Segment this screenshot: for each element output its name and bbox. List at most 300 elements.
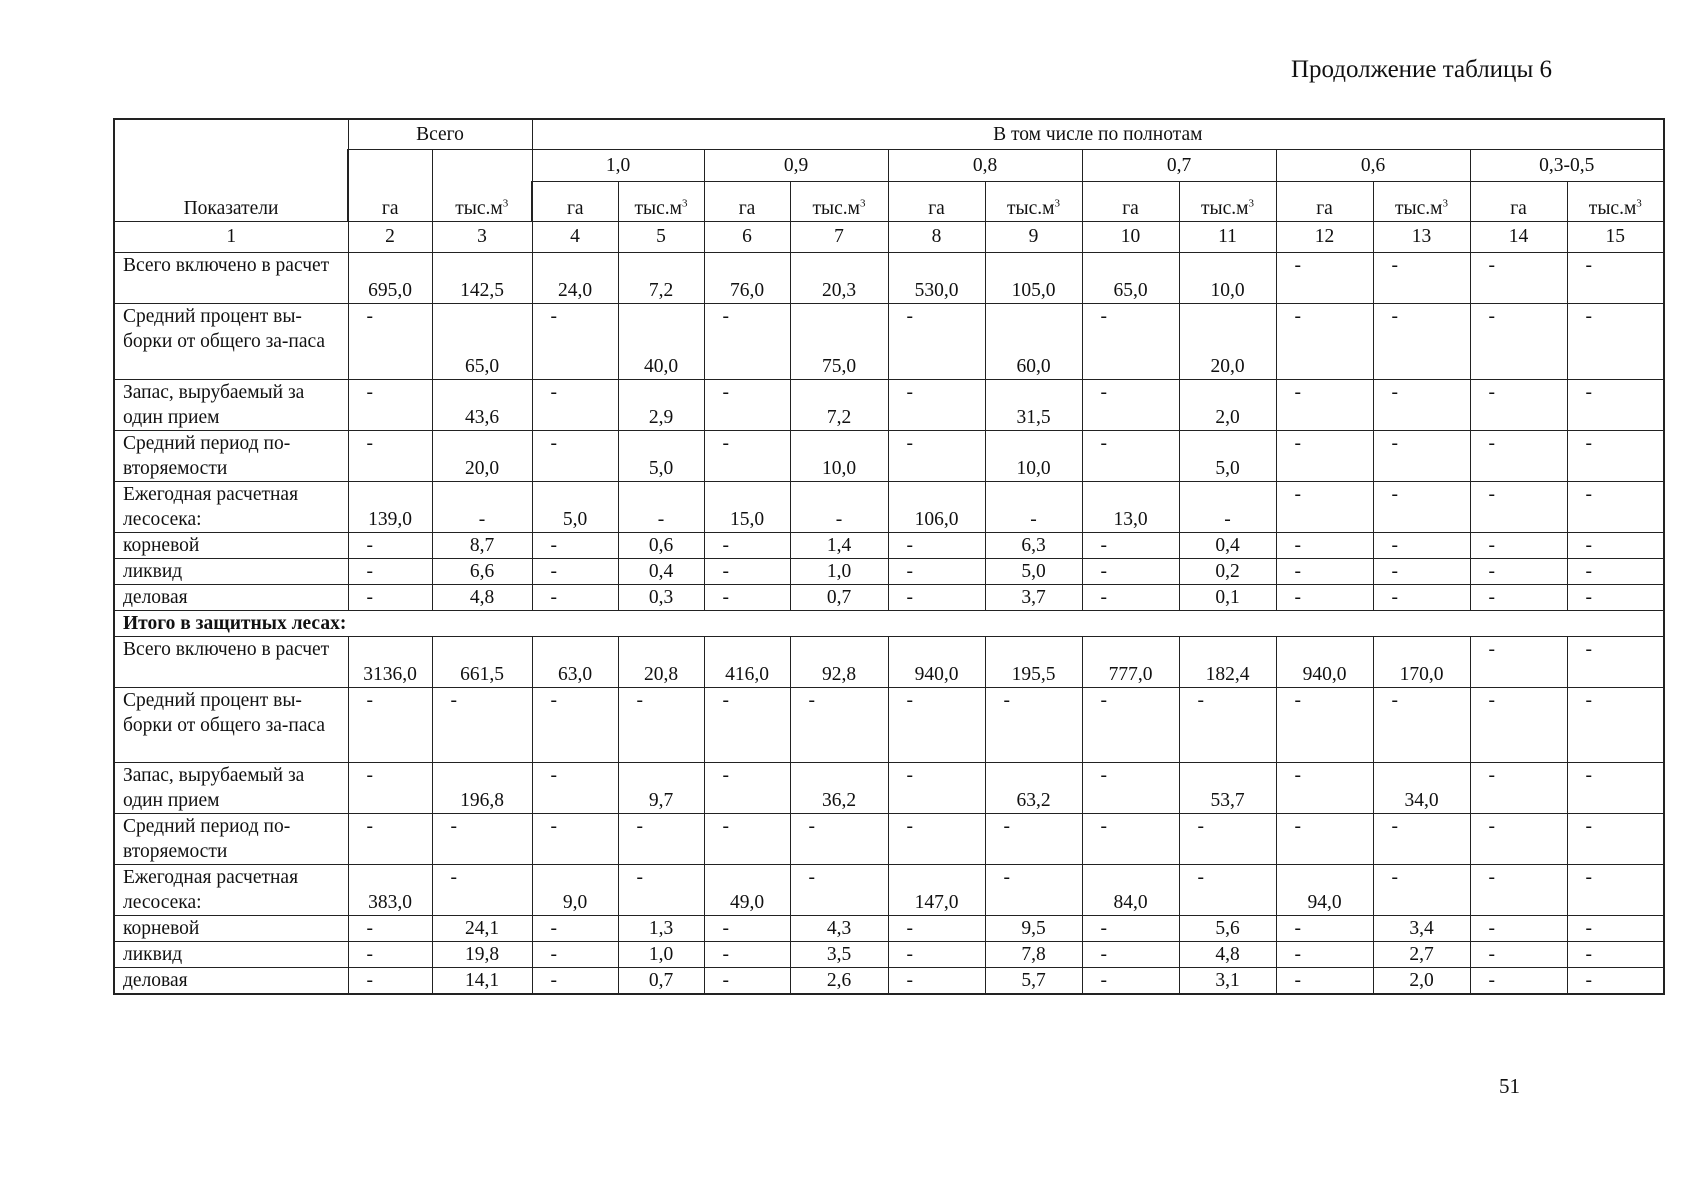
cell-value: 5,7	[1021, 969, 1046, 991]
table-cell	[790, 303, 888, 379]
table-cell	[790, 687, 888, 762]
cell-value: 31,5	[1016, 406, 1051, 428]
cell-value: -	[1488, 534, 1496, 556]
table-cell	[1276, 303, 1373, 379]
cell-value: -	[636, 866, 644, 888]
table-cell	[985, 762, 1082, 813]
table-cell	[432, 252, 532, 303]
cell-value: -	[722, 815, 730, 837]
cell-value: -	[550, 560, 558, 582]
cell-value: -	[1100, 943, 1108, 965]
column-number: 15	[1567, 221, 1664, 252]
table-cell	[1373, 532, 1470, 558]
cell-value: -	[906, 432, 914, 454]
cell-value: -	[1294, 381, 1302, 403]
cell-value: 1,3	[648, 917, 674, 939]
cell-value: -	[1100, 689, 1108, 711]
cell-value: 416,0	[725, 663, 769, 685]
cell-value: -	[1100, 586, 1108, 608]
cell-value: 7,2	[648, 279, 674, 301]
table-cell	[1179, 762, 1276, 813]
row-label: корневой	[114, 532, 348, 558]
table-cell	[1567, 762, 1664, 813]
table-cell	[985, 636, 1082, 687]
table-cell	[1082, 941, 1179, 967]
table-cell	[1567, 636, 1664, 687]
cell-value: -	[450, 689, 457, 711]
table-cell	[1276, 762, 1373, 813]
table-cell	[532, 584, 618, 610]
table-cell	[888, 687, 985, 762]
table-cell	[1567, 813, 1664, 864]
table-cell	[1470, 379, 1567, 430]
cell-value: -	[366, 969, 373, 991]
cell-value: -	[1003, 815, 1011, 837]
cell-value: -	[1488, 305, 1496, 327]
cell-value: -	[1100, 764, 1108, 786]
cell-value: -	[1488, 764, 1496, 786]
cell-value: 940,0	[914, 663, 959, 685]
cell-value: -	[1488, 943, 1496, 965]
table-cell	[1567, 687, 1664, 762]
cell-value: -	[1294, 560, 1302, 582]
table-cell	[790, 584, 888, 610]
table-row	[114, 481, 1664, 532]
cell-value: -	[1488, 483, 1496, 505]
cell-value: 142,5	[460, 279, 504, 301]
cell-value: 20,0	[464, 457, 500, 479]
header-unit-volume: $тыс.м^3$	[985, 181, 1082, 221]
cell-value: 170,0	[1399, 663, 1444, 685]
cell-value: 0,4	[1215, 534, 1240, 556]
table-cell	[1082, 430, 1179, 481]
header-density-0-9: 0,9	[704, 149, 888, 181]
cell-value: -	[1100, 305, 1108, 327]
column-number: 13	[1373, 221, 1470, 252]
header-density-1-0: 1,0	[532, 149, 704, 181]
table-cell	[704, 941, 790, 967]
cell-value: -	[657, 508, 665, 530]
cell-value: -	[1100, 815, 1108, 837]
table-cell	[1082, 915, 1179, 941]
row-label: Всего включено в расчет	[114, 252, 348, 303]
cell-value: -	[1585, 866, 1593, 888]
cell-value: -	[808, 866, 816, 888]
table-cell	[532, 915, 618, 941]
table-cell	[888, 430, 985, 481]
cell-value: 5,0	[1021, 560, 1046, 582]
cell-value: 0,2	[1215, 560, 1240, 582]
table-cell	[1082, 762, 1179, 813]
cell-value: 105,0	[1011, 279, 1056, 301]
header-density-0-8: 0,8	[888, 149, 1082, 181]
table-cell	[1179, 430, 1276, 481]
table-cell	[1276, 687, 1373, 762]
header-total-volume: $тыс.м^3$	[432, 149, 532, 221]
table-cell	[1470, 481, 1567, 532]
cell-value: -	[722, 432, 730, 454]
table-cell	[618, 813, 704, 864]
table-cell	[1082, 558, 1179, 584]
table-cell	[1373, 558, 1470, 584]
table-cell	[790, 915, 888, 941]
cell-value: -	[1294, 943, 1302, 965]
table-row	[114, 687, 1664, 762]
cell-value: 7,8	[1021, 943, 1046, 965]
table-cell	[790, 762, 888, 813]
cell-value: 10,0	[821, 457, 857, 479]
cell-value: -	[906, 305, 914, 327]
header-density-0-7: 0,7	[1082, 149, 1276, 181]
table-cell	[985, 430, 1082, 481]
row-label: деловая	[114, 584, 348, 610]
cell-value: 0,7	[648, 969, 674, 991]
table-cell	[1179, 813, 1276, 864]
cell-value: -	[366, 586, 373, 608]
cell-value: 182,4	[1205, 663, 1250, 685]
table-cell	[704, 762, 790, 813]
table-cell	[432, 303, 532, 379]
cell-value: 106,0	[914, 508, 959, 530]
cell-value: 63,2	[1016, 789, 1051, 811]
cell-value: 1,0	[826, 560, 852, 582]
cell-value: -	[1585, 560, 1593, 582]
table-cell	[532, 762, 618, 813]
table-cell	[432, 762, 532, 813]
table-cell	[1082, 379, 1179, 430]
cell-value: -	[1585, 638, 1593, 660]
table-cell	[618, 915, 704, 941]
table-cell	[985, 864, 1082, 915]
table-row	[114, 813, 1664, 864]
table-cell	[618, 303, 704, 379]
table-cell	[985, 915, 1082, 941]
cell-value: -	[1585, 483, 1593, 505]
table-cell	[790, 636, 888, 687]
table-cell	[790, 532, 888, 558]
row-label: Средний процент вы-борки от общего за-паса	[114, 687, 348, 762]
table-cell	[618, 558, 704, 584]
cell-value: 24,1	[464, 917, 500, 939]
cell-value: 0,4	[648, 560, 674, 582]
table-cell	[532, 967, 618, 994]
cell-value: -	[1585, 381, 1593, 403]
table-cell	[1373, 379, 1470, 430]
cell-value: -	[1391, 534, 1399, 556]
column-number: 4	[532, 221, 618, 252]
table-cell	[1567, 558, 1664, 584]
cell-value: -	[1488, 815, 1496, 837]
cell-value: 5,0	[562, 508, 588, 530]
cell-value: 9,0	[562, 891, 588, 913]
table-cell	[888, 967, 985, 994]
cell-value: 147,0	[914, 891, 959, 913]
table-cell	[1567, 379, 1664, 430]
cell-value: -	[1294, 586, 1302, 608]
table-cell	[348, 252, 432, 303]
table-cell	[618, 252, 704, 303]
table-cell	[1179, 303, 1276, 379]
header-unit-volume: $тыс.м^3$	[1567, 181, 1664, 221]
column-number: 11	[1179, 221, 1276, 252]
table-row	[114, 941, 1664, 967]
table-cell	[1470, 915, 1567, 941]
table-row	[114, 636, 1664, 687]
table-cell	[532, 687, 618, 762]
table-row	[114, 303, 1664, 379]
cell-value: -	[1585, 943, 1593, 965]
page-number: 51	[1499, 1074, 1520, 1098]
table-cell	[432, 636, 532, 687]
table-cell	[432, 584, 532, 610]
table-cell	[1373, 813, 1470, 864]
table-cell	[532, 252, 618, 303]
table-cell	[1179, 532, 1276, 558]
cell-value: -	[1585, 815, 1593, 837]
table-cell	[1179, 687, 1276, 762]
table-cell	[704, 430, 790, 481]
table-cell	[532, 636, 618, 687]
table-cell	[618, 941, 704, 967]
cell-value: 60,0	[1016, 355, 1051, 377]
cell-value: -	[1391, 381, 1399, 403]
cell-value: 1,0	[648, 943, 674, 965]
table-row	[114, 584, 1664, 610]
cell-value: 63,0	[557, 663, 593, 685]
table-cell	[532, 481, 618, 532]
table-cell	[1567, 584, 1664, 610]
row-label: Запас, вырубаемый за один прием	[114, 379, 348, 430]
cell-value: -	[1003, 866, 1011, 888]
cell-value: -	[1100, 560, 1108, 582]
cell-value: -	[1003, 689, 1011, 711]
cell-value: -	[1100, 969, 1108, 991]
cell-value: 9,7	[648, 789, 674, 811]
table-cell	[704, 584, 790, 610]
table-cell	[532, 864, 618, 915]
table-cell	[888, 584, 985, 610]
cell-value: 530,0	[914, 279, 959, 301]
table-cell	[888, 532, 985, 558]
cell-value: 0,1	[1215, 586, 1240, 608]
table-cell	[888, 636, 985, 687]
table-cell	[1276, 379, 1373, 430]
table-cell	[348, 687, 432, 762]
cell-value: -	[550, 943, 558, 965]
table-cell	[1276, 584, 1373, 610]
cell-value: 65,0	[1113, 279, 1148, 301]
cell-value: -	[1294, 689, 1302, 711]
cell-value: -	[1294, 815, 1302, 837]
table-cell	[1276, 967, 1373, 994]
table-cell	[348, 584, 432, 610]
header-total: Всего	[348, 119, 532, 149]
table-cell	[1567, 967, 1664, 994]
table-cell	[1276, 430, 1373, 481]
cell-value: 10,0	[1210, 279, 1245, 301]
table-row	[114, 967, 1664, 994]
header-unit-ha: га	[1470, 181, 1567, 221]
table-cell	[1276, 558, 1373, 584]
cell-value: 139,0	[368, 508, 412, 530]
table-cell	[432, 864, 532, 915]
table-row	[114, 864, 1664, 915]
table-cell	[1567, 941, 1664, 967]
cell-value: -	[722, 689, 730, 711]
table-cell	[1470, 252, 1567, 303]
table-row	[114, 252, 1664, 303]
table-cell	[1470, 584, 1567, 610]
cell-value: -	[550, 305, 558, 327]
cell-value: 2,6	[826, 969, 852, 991]
column-number: 6	[704, 221, 790, 252]
cell-value: -	[550, 764, 558, 786]
cell-value: -	[366, 381, 373, 403]
cell-value: -	[1585, 432, 1593, 454]
table-cell	[1082, 864, 1179, 915]
table-cell	[790, 252, 888, 303]
table-cell	[532, 303, 618, 379]
table-cell	[348, 915, 432, 941]
table-caption: Продолжение таблицы 6	[1290, 56, 1552, 83]
cell-value: -	[1488, 432, 1496, 454]
table-cell	[348, 558, 432, 584]
cell-value: 40,0	[643, 355, 679, 377]
cell-value: 5,6	[1215, 917, 1240, 939]
table-cell	[1470, 687, 1567, 762]
cell-value: -	[550, 534, 558, 556]
table-cell	[1373, 687, 1470, 762]
table-cell	[1567, 430, 1664, 481]
cell-value: -	[450, 815, 457, 837]
cell-value: -	[1391, 483, 1399, 505]
table-cell	[985, 687, 1082, 762]
cell-value: -	[550, 689, 558, 711]
table-cell	[1276, 636, 1373, 687]
table-cell	[985, 303, 1082, 379]
cell-value: -	[808, 689, 816, 711]
cell-value: -	[906, 586, 914, 608]
cell-value: 19,8	[464, 943, 500, 965]
table-cell	[1082, 532, 1179, 558]
cell-value: -	[722, 381, 730, 403]
table-cell	[1470, 430, 1567, 481]
table-cell	[985, 967, 1082, 994]
table-cell	[432, 813, 532, 864]
table-cell	[1470, 303, 1567, 379]
cell-value: -	[722, 943, 730, 965]
cell-value: 1,4	[826, 534, 852, 556]
table-cell	[1276, 915, 1373, 941]
cell-value: -	[1391, 254, 1399, 276]
table-cell	[618, 636, 704, 687]
cell-value: -	[722, 764, 730, 786]
table-cell	[1470, 813, 1567, 864]
table-cell	[790, 813, 888, 864]
table-cell	[1373, 915, 1470, 941]
cell-value: -	[722, 969, 730, 991]
row-label: Ежегодная расчетная лесосека:	[114, 864, 348, 915]
cell-value: 5,0	[1215, 457, 1240, 479]
table-cell	[432, 967, 532, 994]
cell-value: 75,0	[821, 355, 857, 377]
column-number: 14	[1470, 221, 1567, 252]
table-cell	[1567, 864, 1664, 915]
row-label: Средний период по-вторяемости	[114, 430, 348, 481]
cell-value: -	[1294, 969, 1302, 991]
cell-value: -	[906, 764, 914, 786]
table-cell	[704, 252, 790, 303]
table-cell	[790, 481, 888, 532]
cell-value: -	[1294, 534, 1302, 556]
cell-value: -	[1294, 305, 1302, 327]
table-cell	[1470, 864, 1567, 915]
cell-value: -	[1488, 560, 1496, 582]
header-unit-volume: $тыс.м^3$	[1373, 181, 1470, 221]
cell-value: -	[722, 534, 730, 556]
table-cell	[1567, 252, 1664, 303]
table-cell	[1276, 481, 1373, 532]
table-cell	[348, 636, 432, 687]
cell-value: 3,4	[1409, 917, 1434, 939]
cell-value: 49,0	[729, 891, 765, 913]
table-cell	[432, 941, 532, 967]
cell-value: -	[1294, 432, 1302, 454]
cell-value: -	[1488, 917, 1496, 939]
cell-value: 4,8	[1215, 943, 1240, 965]
cell-value: 2,0	[1215, 406, 1240, 428]
cell-value: -	[478, 508, 486, 530]
cell-value: -	[722, 586, 730, 608]
table-cell	[790, 430, 888, 481]
cell-value: 15,0	[729, 508, 765, 530]
table-cell	[1082, 687, 1179, 762]
row-label: ликвид	[114, 941, 348, 967]
table-cell	[704, 303, 790, 379]
cell-value: -	[1391, 815, 1399, 837]
cell-value: 8,7	[469, 534, 495, 556]
table-cell	[1179, 864, 1276, 915]
table-cell	[618, 967, 704, 994]
table-cell	[1276, 941, 1373, 967]
cell-value: 2,9	[648, 406, 674, 428]
table-cell	[985, 481, 1082, 532]
table-cell	[704, 967, 790, 994]
table-cell	[1373, 430, 1470, 481]
table-row	[114, 532, 1664, 558]
table-cell	[1373, 584, 1470, 610]
table-cell	[888, 379, 985, 430]
cell-value: 10,0	[1016, 457, 1051, 479]
cell-value: -	[1488, 969, 1496, 991]
table-cell	[348, 813, 432, 864]
table-cell	[790, 379, 888, 430]
cell-value: 383,0	[368, 891, 412, 913]
cell-value: -	[1294, 483, 1302, 505]
row-label: Запас, вырубаемый за один прием	[114, 762, 348, 813]
table-cell	[704, 532, 790, 558]
table-cell	[348, 762, 432, 813]
table-cell	[985, 379, 1082, 430]
table-cell	[1373, 967, 1470, 994]
table-cell	[1470, 636, 1567, 687]
cell-value: -	[906, 689, 914, 711]
table-cell	[985, 532, 1082, 558]
cell-value: -	[1391, 689, 1399, 711]
cell-value: -	[1488, 254, 1496, 276]
cell-value: -	[1585, 764, 1593, 786]
cell-value: -	[1294, 917, 1302, 939]
